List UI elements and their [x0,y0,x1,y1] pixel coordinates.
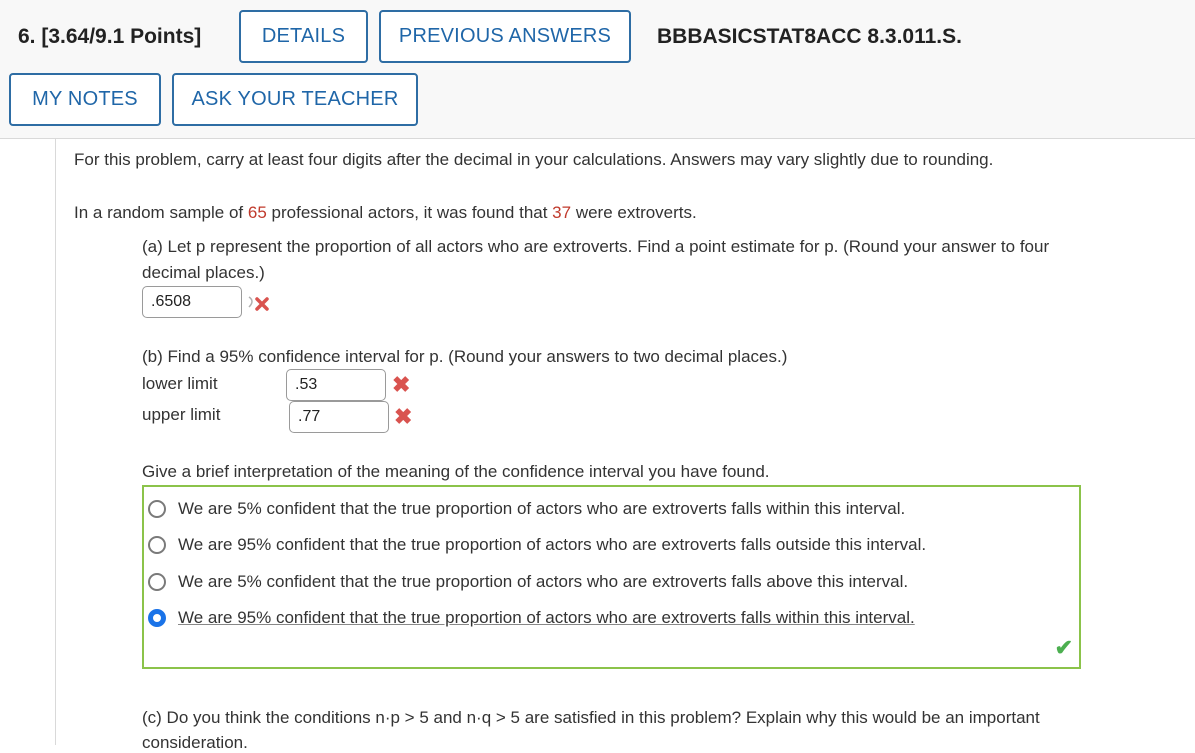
my-notes-button[interactable]: MY NOTES [9,73,161,126]
ask-teacher-button[interactable]: ASK YOUR TEACHER [172,73,418,126]
radio-button[interactable] [148,500,166,518]
pencil-x-icon [247,293,271,313]
upper-limit-input[interactable]: .77 [289,401,389,433]
question-label: 6. [3.64/9.1 Points] [18,25,202,48]
interpretation-prompt: Give a brief interpretation of the meaning of the confidence interval you have found. [142,462,770,481]
check-icon: ✔ [1054,635,1073,660]
radio-option[interactable] [148,494,905,524]
x-mark-icon: ✖ [392,372,411,397]
part-c-question: (c) Do you think the conditions n·p > 5 and n·q > 5 are satisfied in this problem? Explain why this would be an important [142,708,1040,727]
option-label: We are 95% confident that the true proportion of actors who are extroverts falls within this interval. [178,608,915,627]
radio-button[interactable] [148,573,166,591]
problem-code: BBBASICSTAT8ACC 8.3.011.S. [657,25,962,48]
details-button[interactable]: DETAILS [239,10,368,63]
radio-button-selected[interactable] [148,609,166,627]
radio-option-selected[interactable] [148,603,915,633]
sample-size-value: 65 [247,203,267,222]
upper-limit-label: upper limit [142,405,221,424]
interpretation-choices [142,485,1081,669]
lower-limit-input[interactable]: .53 [286,369,386,401]
previous-answers-button[interactable]: PREVIOUS ANSWERS [379,10,631,63]
lower-limit-label: lower limit [142,374,218,393]
part-c-question-cont: consideration. [142,733,248,752]
part-a-question-cont: decimal places.) [142,263,265,282]
radio-option[interactable] [148,567,908,597]
x-mark-icon: ✖ [394,404,413,429]
radio-option[interactable] [148,530,926,560]
radio-button[interactable] [148,536,166,554]
option-label: We are 5% confident that the true proportion of actors who are extroverts falls above this interval. [178,572,909,591]
part-a-question: (a) Let p represent the proportion of all actors who are extroverts. Find a point estimate for p. (Round your answer to four [142,237,1050,256]
option-label: We are 95% confident that the true proportion of actors who are extroverts falls outside this interval. [178,535,927,554]
part-b-question: (b) Find a 95% confidence interval for p. (Round your answers to two decimal places.) [142,347,788,366]
instruction-text: For this problem, carry at least four digits after the decimal in your calculations. Answers may vary slightly due to rounding. [74,150,994,169]
part-a-answer-input[interactable]: .6508 [142,286,242,318]
content-left-border [55,139,56,745]
problem-intro: In a random sample of 65 professional actors, it was found that 37 were extroverts. [74,203,697,222]
question-header [0,0,1195,139]
option-label: We are 5% confident that the true proportion of actors who are extroverts falls within this interval. [178,499,906,518]
extroverts-value: 37 [552,203,572,222]
